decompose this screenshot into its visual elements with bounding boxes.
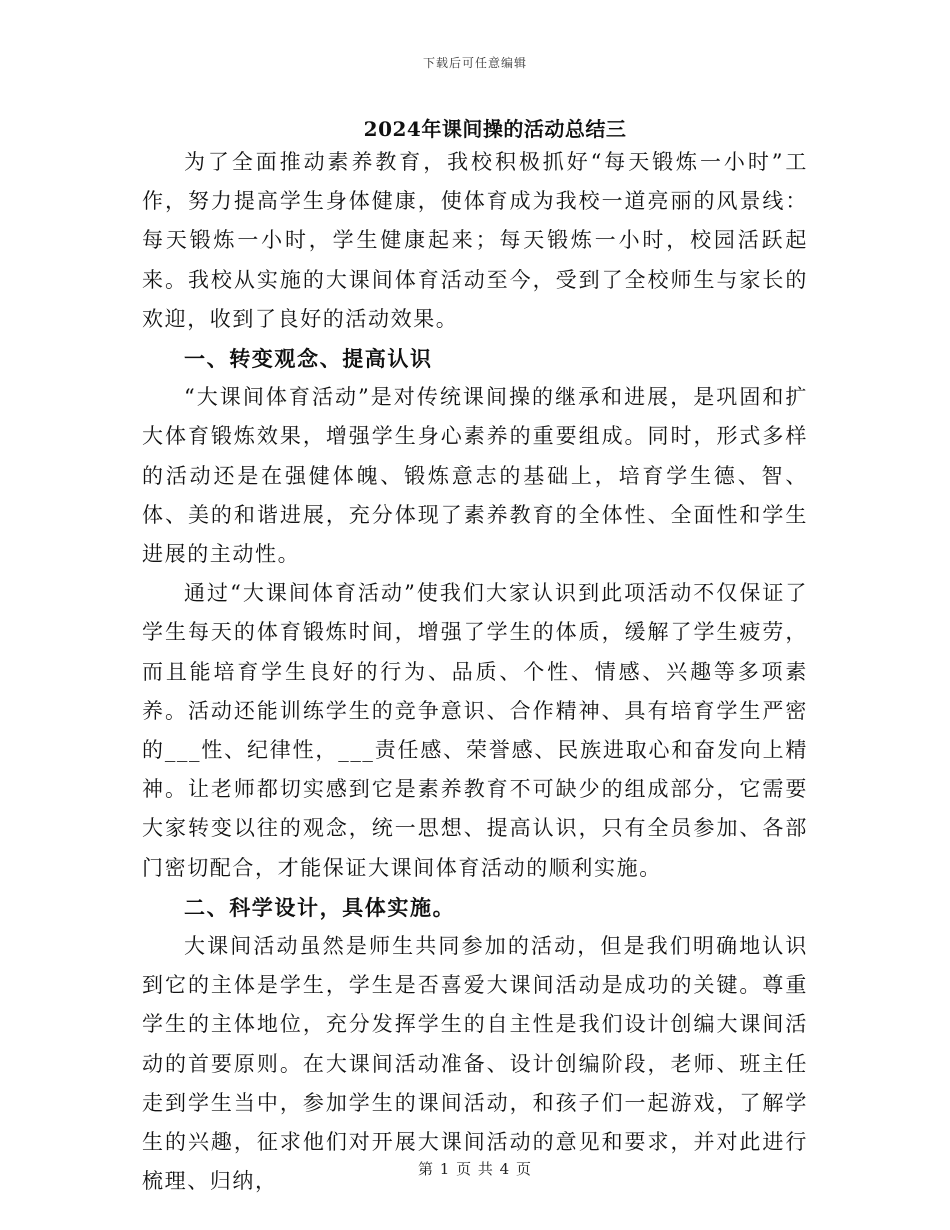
section-heading: 一、转变观念、提高认识 [184, 346, 433, 372]
section-heading: 二、科学设计，具体实施。 [184, 894, 456, 920]
page-header-note: 下载后可任意编辑 [422, 56, 527, 70]
page-number-footer: 第 1 页 共 4 页 [418, 1160, 532, 1178]
body-paragraph: 大课间活动虽然是师生共同参加的活动，但是我们明确地认识到它的主体是学生，学生是否喜爱大课间活动是成功的关键。尊重学生的主体地位，充分发挥学生的自主性是我们设计创编大课间活动的首要原则。在大课间活动准备、设计创编阶段，老师、班主任走到学生当中，参加学生的课间活动，和孩子们一起游戏，了解学生的兴趣，征求他们对开展大课间活动的意见和要求，并对此进行梳理、归纳， [142, 934, 808, 1194]
document-body [142, 143, 808, 1201]
body-paragraph: 为了全面推动素养教育，我校积极抓好“每天锻炼一小时”工作，努力提高学生身体健康，使体育成为我校一道亮丽的风景线：每天锻炼一小时，学生健康起来；每天锻炼一小时，校园活跃起来。我校从实施的大课间体育活动至今，受到了全校师生与家长的欢迎，收到了良好的活动效果。 [142, 150, 808, 331]
body-paragraph: 通过“大课间体育活动”使我们大家认识到此项活动不仅保证了学生每天的体育锻炼时间，增强了学生的体质，缓解了学生疲劳，而且能培育学生良好的行为、品质、个性、情感、兴趣等多项素养。活动还能训练学生的竞争意识、合作精神、具有培育学生严密的___性、纪律性，___责任感、荣誉感、民族进取心和奋发向上精神。让老师都切实感到它是素养教育不可缺少的组成部分，它需要大家转变以往的观念，统一思想、提高认识，只有全员参加、各部门密切配合，才能保证大课间体育活动的顺利实施。 [142, 581, 808, 880]
document-title: 2024年课间操的活动总结三 [363, 117, 627, 141]
body-paragraph: “大课间体育活动”是对传统课间操的继承和进展，是巩固和扩大体育锻炼效果，增强学生身心素养的重要组成。同时，形式多样的活动还是在强健体魄、锻炼意志的基础上，培育学生德、智、体、美的和谐进展，充分体现了素养教育的全体性、全面性和学生进展的主动性。 [142, 385, 808, 567]
